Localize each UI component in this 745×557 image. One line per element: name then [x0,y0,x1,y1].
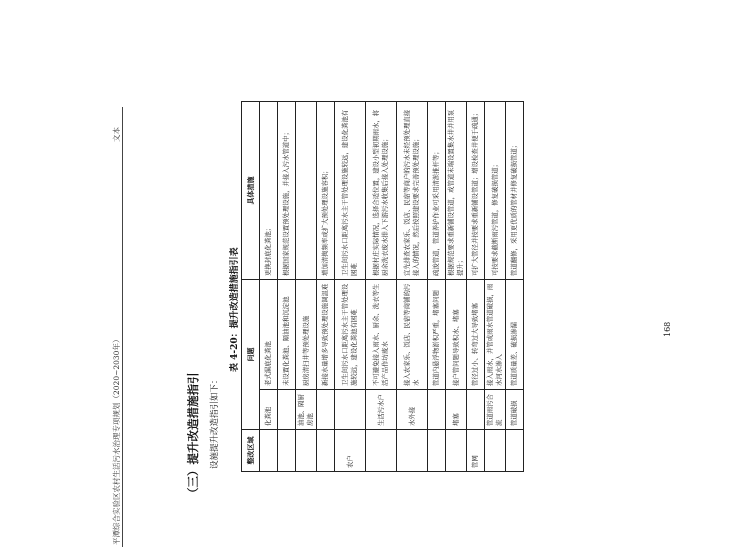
problem-cell: 老式漏底化粪池 [260,280,278,390]
problem-cell: 接入雨水，并管或雨水管道破损，雨水河水渗入 [485,280,506,390]
measure-cell: 疏浚管道，管道养护作业可采用清淤推杆等； [428,102,446,280]
area-cell [366,430,397,472]
measure-cell [296,102,317,280]
table-row [428,102,446,472]
sub-area-cell: 油池、隔厨房池 [296,390,317,430]
area-cell [278,430,296,472]
problem-cell: 接户管问题导致积水、堵塞 [446,280,467,390]
measure-cell: 管道翻修，采用更优质的管材并修复破损管道； [506,102,524,280]
table-row [260,102,278,472]
problem-cell: 卫生间污水口距离污水主干管处理设施较远，建设化粪池有困难 [335,280,366,390]
sub-area-cell [317,390,335,430]
measure-cell: 根据国家规范设置预处理设施，并接入污水管道中； [278,102,296,280]
sub-area-cell: 水外接 [397,390,428,430]
table-row [446,102,467,472]
sub-area-cell [335,390,366,430]
problem-cell: 新接水量增多导致预处理设施调温难 [317,280,335,390]
area-cell: 农户 [335,430,366,472]
area-cell [296,430,317,472]
table-row [296,102,317,472]
problem-cell: 不可避免接入雨水、厨余、洗衣等生活产品作坊废水 [366,280,397,390]
table-row [278,102,296,472]
measure-cell: 卫生间污水口距离污水主干管处理设施较远，建设化粪池有困难 [335,102,366,280]
rotated-page-content [95,98,745,557]
measures-table [241,101,524,472]
header-cell-measure: 具体措施 [242,102,260,280]
header-rule [122,107,123,547]
table-row [335,102,366,472]
measure-cell: 可按要求截断雨污管道，修复破损管道； [485,102,506,280]
measure-cell: 根据村庄实际情况，选择合适位置，建设小型初期雨水，将厨余洗衣废水排入下游污水收集后接入处理设施； [366,102,397,280]
measure-cell: 更换封底化粪池； [260,102,278,280]
measure-cell: 根据规范要求重新铺设管道，或管道末端设置集水井并用泵提升； [446,102,467,280]
problem-cell: 管道质量差、破损渗漏 [506,280,524,390]
sub-area-cell: 管道雨污合流 [485,390,506,430]
measure-cell: 宜先排查农家乐、饭店、民宿等商户的污水未经预处理直接接入的情况，然后按照建设要求完善预处理设施； [397,102,428,280]
sub-area-cell [428,390,446,430]
area-cell: 管网 [467,430,485,472]
table-row [397,102,428,472]
sub-area-cell: 堵塞 [446,390,467,430]
sub-area-cell: 生活污水户 [366,390,397,430]
problem-cell: 管道内悬浮物淤积严重，堵塞问题 [428,280,446,390]
problem-cell: 管径过小、转弯过大导致堵塞 [467,280,485,390]
intro-paragraph: 设施提升改造指引如下： [210,375,220,469]
sub-area-cell: 管道破损 [506,390,524,430]
area-cell [317,430,335,472]
area-cell [506,430,524,472]
area-cell [260,430,278,472]
table-row [467,102,485,472]
running-header-right: 文本 [112,127,121,142]
table-row [485,102,506,472]
sub-area-cell [467,390,485,430]
problem-cell: 未设置化粪池、隔油池和沉淀池 [278,280,296,390]
area-cell [446,430,467,472]
table-caption: 表 4-20：提升改造措施指引表 [230,247,240,372]
sub-area-cell: 化粪池 [260,390,278,430]
problem-cell: 厨房清扫井等预处理设施 [296,280,317,390]
header-cell-area: 整改区域 [242,430,260,472]
table-row [317,102,335,472]
section-title: （三）提升改造措施指引 [186,372,200,499]
problem-cell: 接入农家乐、饭店、民宿等商铺的污水 [397,280,428,390]
area-cell [485,430,506,472]
header-cell-problem: 问题 [242,280,260,430]
running-header-left: 平潭综合实验区农村生活污水治理专项规划（2020~2030年） [112,335,121,545]
table-row [506,102,524,472]
table-row [366,102,397,472]
table-header-row [242,102,260,472]
page-number: 168 [663,321,672,337]
area-cell [428,430,446,472]
measure-cell: 可扩大管径并按要求重新铺设管道；增设检查井便于疏通； [467,102,485,280]
measure-cell: 增加清掏频率或扩大预处理设施容积； [317,102,335,280]
area-cell [397,430,428,472]
sub-area-cell [278,390,296,430]
